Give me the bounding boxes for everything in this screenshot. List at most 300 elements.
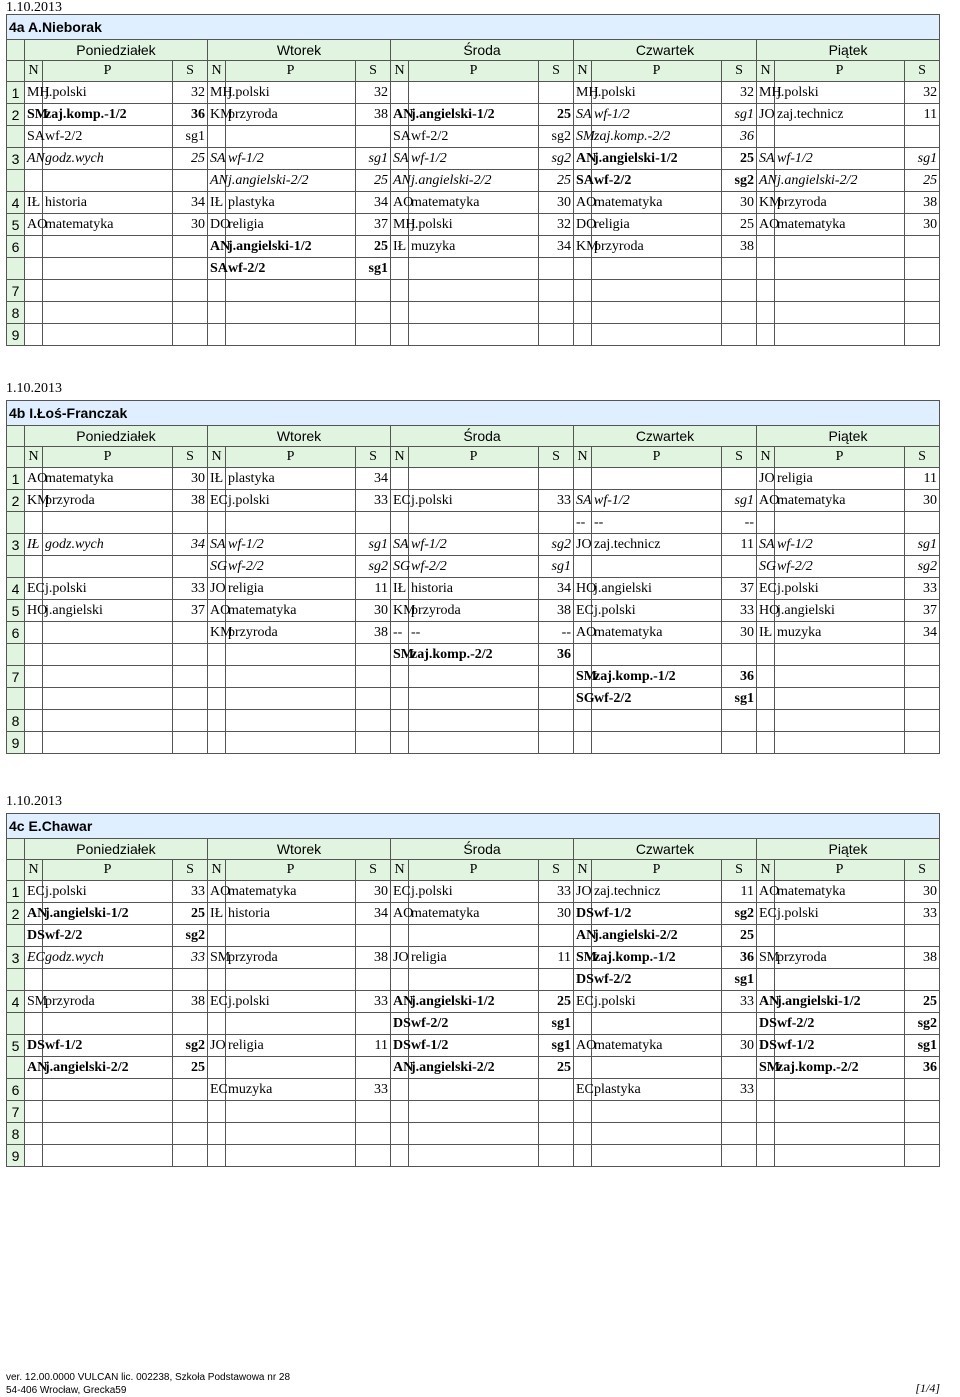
lesson-number: 1 <box>7 881 25 903</box>
teacher-code: SM <box>391 644 409 666</box>
teacher-code <box>757 969 775 991</box>
subject: religia <box>409 947 539 969</box>
lesson-row <box>7 925 940 947</box>
subject <box>409 710 539 732</box>
teacher-code: EC <box>757 578 775 600</box>
room: 33 <box>539 881 574 903</box>
lesson-number: 3 <box>7 534 25 556</box>
room <box>539 324 574 346</box>
room: sg1 <box>356 534 391 556</box>
room <box>173 969 208 991</box>
room: 30 <box>722 622 757 644</box>
subject <box>409 82 539 104</box>
teacher-code: SA <box>757 534 775 556</box>
teacher-code <box>208 1013 226 1035</box>
column-header: S <box>356 447 391 468</box>
corner-cell <box>7 426 25 447</box>
teacher-code <box>25 280 43 302</box>
teacher-code <box>25 710 43 732</box>
teacher-code <box>574 302 592 324</box>
room: sg1 <box>905 534 940 556</box>
subject: j.polski <box>409 490 539 512</box>
room: 32 <box>539 214 574 236</box>
room <box>173 512 208 534</box>
teacher-code: AN <box>757 991 775 1013</box>
subject <box>43 302 173 324</box>
column-header: S <box>539 860 574 881</box>
room <box>173 236 208 258</box>
subject <box>226 969 356 991</box>
teacher-code <box>574 1013 592 1035</box>
lesson-row <box>7 688 940 710</box>
teacher-code: IŁ <box>391 578 409 600</box>
teacher-code <box>574 1145 592 1167</box>
lesson-number: 6 <box>7 1079 25 1101</box>
room: 33 <box>539 490 574 512</box>
day-header: Czwartek <box>574 40 757 61</box>
subject: godz.wych <box>43 534 173 556</box>
room <box>356 512 391 534</box>
footer-address: 54-406 Wrocław, Grecka59 <box>6 1385 127 1396</box>
teacher-code: DS <box>574 903 592 925</box>
subject <box>592 1101 722 1123</box>
room: sg1 <box>905 1035 940 1057</box>
room: 30 <box>905 881 940 903</box>
lesson-row <box>7 1123 940 1145</box>
teacher-code <box>25 1013 43 1035</box>
lesson-row <box>7 258 940 280</box>
room: 34 <box>539 578 574 600</box>
teacher-code <box>25 1123 43 1145</box>
subject <box>43 688 173 710</box>
subject: j.polski <box>226 490 356 512</box>
subject <box>592 710 722 732</box>
room: sg2 <box>539 534 574 556</box>
lesson-number: 2 <box>7 104 25 126</box>
subject <box>226 1057 356 1079</box>
room <box>722 710 757 732</box>
subject <box>226 666 356 688</box>
subject <box>592 468 722 490</box>
subject <box>43 170 173 192</box>
day-header: Wtorek <box>208 40 391 61</box>
lesson-number: 6 <box>7 236 25 258</box>
teacher-code <box>208 280 226 302</box>
subject: muzyka <box>226 1079 356 1101</box>
subject: matematyka <box>775 214 905 236</box>
subject: wf-2/2 <box>775 1013 905 1035</box>
subject: zaj.komp.-1/2 <box>592 947 722 969</box>
teacher-code: SA <box>208 258 226 280</box>
column-header: S <box>356 860 391 881</box>
subject <box>592 1123 722 1145</box>
column-header: N <box>208 61 226 82</box>
room <box>539 302 574 324</box>
room <box>356 1057 391 1079</box>
teacher-code: KM <box>208 622 226 644</box>
room: 36 <box>722 666 757 688</box>
lesson-row <box>7 578 940 600</box>
room <box>356 1101 391 1123</box>
room: 25 <box>722 925 757 947</box>
subject: matematyka <box>409 192 539 214</box>
subject <box>775 1101 905 1123</box>
teacher-code <box>208 925 226 947</box>
teacher-code: HO <box>757 600 775 622</box>
subject: wf-2/2 <box>43 925 173 947</box>
subject <box>43 732 173 754</box>
room: -- <box>722 512 757 534</box>
teacher-code: AN <box>391 1057 409 1079</box>
teacher-code <box>25 1145 43 1167</box>
room <box>905 644 940 666</box>
room <box>905 666 940 688</box>
subject: plastyka <box>226 192 356 214</box>
column-header: N <box>25 860 43 881</box>
subject: przyroda <box>226 947 356 969</box>
room <box>173 258 208 280</box>
lesson-row <box>7 732 940 754</box>
room <box>173 324 208 346</box>
teacher-code: IŁ <box>208 903 226 925</box>
lesson-number: 6 <box>7 622 25 644</box>
teacher-code: DS <box>757 1013 775 1035</box>
subject: j.angielski-1/2 <box>409 104 539 126</box>
subject <box>43 280 173 302</box>
subject: j.polski <box>43 578 173 600</box>
column-header: P <box>43 860 173 881</box>
teacher-code: SA <box>574 104 592 126</box>
room: sg1 <box>722 969 757 991</box>
subject: matematyka <box>592 1035 722 1057</box>
column-header: N <box>574 61 592 82</box>
room <box>905 258 940 280</box>
room: 25 <box>539 1057 574 1079</box>
footer-license: ver. 12.00.0000 VULCAN lic. 002238, Szkoła Podstawowa nr 28 <box>6 1372 291 1383</box>
subject: przyroda <box>226 622 356 644</box>
teacher-code: IŁ <box>25 534 43 556</box>
room <box>905 280 940 302</box>
day-header: Poniedziałek <box>25 426 208 447</box>
subject <box>43 666 173 688</box>
lesson-row <box>7 991 940 1013</box>
subject <box>43 1101 173 1123</box>
lesson-number: 9 <box>7 324 25 346</box>
column-header: S <box>905 447 940 468</box>
room <box>905 324 940 346</box>
column-header: P <box>226 447 356 468</box>
subject <box>592 644 722 666</box>
room: 32 <box>173 82 208 104</box>
room: 38 <box>356 622 391 644</box>
room <box>905 126 940 148</box>
room <box>722 324 757 346</box>
teacher-code: AN <box>391 170 409 192</box>
subject: wf-2/2 <box>409 556 539 578</box>
teacher-code <box>208 126 226 148</box>
room <box>539 258 574 280</box>
teacher-code <box>391 1145 409 1167</box>
subject <box>43 236 173 258</box>
subject: matematyka <box>775 881 905 903</box>
subject <box>43 622 173 644</box>
room: 38 <box>722 236 757 258</box>
teacher-code: AO <box>574 622 592 644</box>
room <box>356 302 391 324</box>
teacher-code <box>574 1057 592 1079</box>
class-timetable <box>6 400 940 754</box>
subject <box>226 688 356 710</box>
subject: wf-2/2 <box>592 688 722 710</box>
teacher-code: SG <box>391 556 409 578</box>
subject: wf-2/2 <box>409 1013 539 1035</box>
subject <box>43 324 173 346</box>
teacher-code: DS <box>574 969 592 991</box>
room <box>173 1079 208 1101</box>
column-header: P <box>592 61 722 82</box>
teacher-code: IŁ <box>757 622 775 644</box>
room: 33 <box>356 490 391 512</box>
room <box>539 969 574 991</box>
teacher-code: DS <box>25 1035 43 1057</box>
teacher-code <box>208 732 226 754</box>
subject <box>43 644 173 666</box>
subject: matematyka <box>226 600 356 622</box>
subject <box>409 666 539 688</box>
room: 30 <box>356 881 391 903</box>
column-header: N <box>25 61 43 82</box>
lesson-number <box>7 1013 25 1035</box>
room <box>539 468 574 490</box>
teacher-code: EC <box>574 1079 592 1101</box>
teacher-code <box>757 1101 775 1123</box>
teacher-code: JO <box>757 104 775 126</box>
day-header: Piątek <box>757 40 940 61</box>
column-header: N <box>757 61 775 82</box>
day-header: Piątek <box>757 426 940 447</box>
teacher-code: -- <box>574 512 592 534</box>
room <box>722 280 757 302</box>
teacher-code <box>25 1101 43 1123</box>
room: 34 <box>905 622 940 644</box>
column-header: N <box>208 860 226 881</box>
room: 30 <box>722 1035 757 1057</box>
column-header: S <box>722 447 757 468</box>
teacher-code <box>25 644 43 666</box>
teacher-code <box>208 1057 226 1079</box>
subject <box>409 925 539 947</box>
room <box>173 1123 208 1145</box>
room <box>905 1123 940 1145</box>
room <box>539 1123 574 1145</box>
room: sg1 <box>722 688 757 710</box>
teacher-code: AN <box>391 104 409 126</box>
subject: j.angielski-2/2 <box>775 170 905 192</box>
subject: j.polski <box>775 578 905 600</box>
column-header: P <box>43 447 173 468</box>
lesson-number <box>7 512 25 534</box>
room <box>173 732 208 754</box>
subject <box>775 1123 905 1145</box>
teacher-code <box>391 1123 409 1145</box>
teacher-code: JO <box>574 534 592 556</box>
subject <box>775 969 905 991</box>
subject: przyroda <box>592 236 722 258</box>
subject: j.polski <box>226 82 356 104</box>
subject <box>409 512 539 534</box>
room <box>356 280 391 302</box>
teacher-code: JO <box>757 468 775 490</box>
subject: religia <box>775 468 905 490</box>
room: 33 <box>173 578 208 600</box>
teacher-code: KM <box>391 600 409 622</box>
lesson-row <box>7 644 940 666</box>
teacher-code: SM <box>757 947 775 969</box>
teacher-code <box>25 556 43 578</box>
teacher-code <box>574 258 592 280</box>
column-header: P <box>775 61 905 82</box>
subject <box>43 710 173 732</box>
column-header: N <box>757 860 775 881</box>
teacher-code: IŁ <box>25 192 43 214</box>
corner-cell <box>7 447 25 468</box>
room <box>173 644 208 666</box>
subject <box>409 969 539 991</box>
room: 30 <box>539 192 574 214</box>
teacher-code: SM <box>25 991 43 1013</box>
lesson-number <box>7 925 25 947</box>
teacher-code: AO <box>208 881 226 903</box>
teacher-code <box>391 324 409 346</box>
subject <box>775 1079 905 1101</box>
subject: religia <box>226 1035 356 1057</box>
lesson-row <box>7 622 940 644</box>
teacher-code <box>757 280 775 302</box>
teacher-code: AO <box>757 881 775 903</box>
lesson-number: 8 <box>7 1123 25 1145</box>
lesson-row <box>7 534 940 556</box>
teacher-code <box>391 1079 409 1101</box>
room: 37 <box>173 600 208 622</box>
teacher-code: IŁ <box>208 468 226 490</box>
teacher-code <box>757 1145 775 1167</box>
subject <box>226 302 356 324</box>
room: 11 <box>356 578 391 600</box>
teacher-code <box>757 258 775 280</box>
corner-cell <box>7 860 25 881</box>
subject <box>226 512 356 534</box>
subject <box>775 1145 905 1167</box>
room: 11 <box>539 947 574 969</box>
subject: j.angielski <box>775 600 905 622</box>
teacher-code: EC <box>574 600 592 622</box>
teacher-code <box>208 644 226 666</box>
room: 25 <box>173 1057 208 1079</box>
subject <box>409 688 539 710</box>
room: sg1 <box>722 490 757 512</box>
room: 34 <box>356 468 391 490</box>
subject <box>775 302 905 324</box>
subject <box>592 324 722 346</box>
room: 25 <box>173 148 208 170</box>
subject <box>226 644 356 666</box>
timetable-date: 1.10.2013 <box>6 0 62 15</box>
room <box>722 1013 757 1035</box>
room <box>722 644 757 666</box>
room <box>356 732 391 754</box>
subject: j.polski <box>43 881 173 903</box>
teacher-code: EC <box>391 881 409 903</box>
column-header: N <box>574 447 592 468</box>
room <box>173 1145 208 1167</box>
lesson-number: 3 <box>7 947 25 969</box>
room <box>539 280 574 302</box>
subject: zaj.komp.-1/2 <box>592 666 722 688</box>
room: 36 <box>722 947 757 969</box>
room: sg2 <box>539 148 574 170</box>
teacher-code: AN <box>25 148 43 170</box>
subject <box>409 732 539 754</box>
teacher-code: DS <box>25 925 43 947</box>
subject <box>592 302 722 324</box>
teacher-code <box>208 1101 226 1123</box>
lesson-number: 4 <box>7 578 25 600</box>
room <box>905 512 940 534</box>
day-header: Wtorek <box>208 426 391 447</box>
timetable-date: 1.10.2013 <box>6 381 62 396</box>
subject: j.angielski-1/2 <box>775 991 905 1013</box>
subject <box>775 688 905 710</box>
room: sg1 <box>173 126 208 148</box>
room <box>539 1079 574 1101</box>
teacher-code <box>757 710 775 732</box>
subject <box>592 258 722 280</box>
column-header: N <box>757 447 775 468</box>
day-header: Poniedziałek <box>25 839 208 860</box>
room: sg1 <box>356 148 391 170</box>
teacher-code <box>391 925 409 947</box>
subject: j.angielski-1/2 <box>409 991 539 1013</box>
subject <box>43 1123 173 1145</box>
day-header: Środa <box>391 40 574 61</box>
subject: wf-1/2 <box>409 534 539 556</box>
teacher-code: JO <box>574 881 592 903</box>
subject: matematyka <box>43 468 173 490</box>
lesson-row <box>7 148 940 170</box>
subject: wf-2/2 <box>226 258 356 280</box>
teacher-code <box>25 969 43 991</box>
room: 30 <box>905 214 940 236</box>
lesson-row <box>7 969 940 991</box>
teacher-code: EC <box>208 1079 226 1101</box>
room: 33 <box>905 578 940 600</box>
room: sg1 <box>905 148 940 170</box>
room <box>356 710 391 732</box>
lesson-row <box>7 1101 940 1123</box>
teacher-code: HO <box>574 578 592 600</box>
teacher-code: AN <box>208 236 226 258</box>
teacher-code <box>757 666 775 688</box>
teacher-code: EC <box>25 947 43 969</box>
room <box>905 969 940 991</box>
teacher-code: DO <box>574 214 592 236</box>
teacher-code: SG <box>757 556 775 578</box>
lesson-number <box>7 688 25 710</box>
subject <box>43 512 173 534</box>
subject <box>592 1057 722 1079</box>
teacher-code <box>757 925 775 947</box>
day-header: Wtorek <box>208 839 391 860</box>
